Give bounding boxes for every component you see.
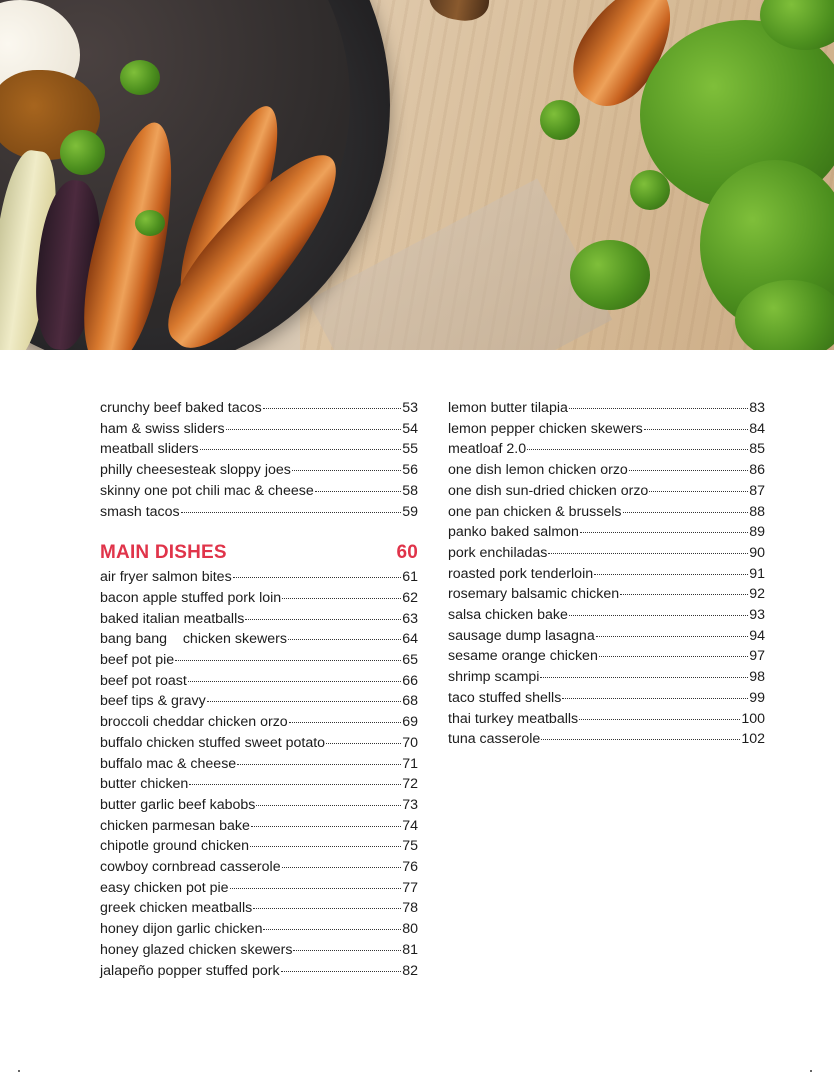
entry-page: 88 [749,503,765,520]
dot-leader [596,636,749,637]
dot-leader [207,701,402,702]
entry-page: 61 [402,569,418,586]
entry-page: 63 [402,610,418,627]
dot-leader [569,408,748,409]
dot-leader [282,598,401,599]
entry-page: 53 [402,400,418,416]
toc-entry[interactable] [100,836,418,857]
entry-title: buffalo mac & cheese [100,755,237,772]
entry-page: 83 [749,400,765,416]
entry-title: beef pot pie [100,652,175,669]
dot-leader [281,971,402,972]
parsley-leaf [60,130,105,175]
entry-page: 54 [402,420,418,437]
entry-page: 65 [402,652,418,669]
entry-page: 97 [749,648,765,665]
entry-title: bacon apple stuffed pork loin [100,589,282,606]
dot-leader [200,449,402,450]
dot-leader [253,908,401,909]
toc-entry[interactable] [448,502,765,523]
parsley-leaf [540,100,580,140]
dot-leader [326,743,401,744]
entry-title: bang bang chicken skewers [100,631,287,648]
dot-leader [189,784,401,785]
toc-entry[interactable] [448,419,765,440]
entry-page: 55 [402,441,418,458]
entry-page: 82 [402,962,418,979]
dot-leader [288,639,401,640]
toc-entry[interactable] [448,605,765,626]
toc-entry[interactable] [448,729,765,750]
entry-title: broccoli cheddar chicken orzo [100,714,288,731]
toc-entry[interactable] [448,439,765,460]
entry-title: one dish lemon chicken orzo [448,462,628,479]
dot-leader [293,950,401,951]
toc-list-top [100,398,418,522]
entry-page: 75 [402,838,418,855]
toc-entry[interactable] [100,816,418,837]
entry-title: crunchy beef baked tacos [100,400,262,416]
entry-title: salsa chicken bake [448,607,568,624]
entry-title: one pan chicken & brussels [448,503,622,520]
dot-leader [245,619,401,620]
hero-food-photo [0,0,834,350]
dot-leader [548,553,748,554]
dot-leader [282,867,402,868]
toc-entry[interactable] [100,961,418,982]
dot-leader [540,677,748,678]
entry-title: thai turkey meatballs [448,710,579,727]
entry-page: 93 [749,607,765,624]
entry-title: meatloaf 2.0 [448,441,527,458]
entry-title: roasted pork tenderloin [448,565,594,582]
entry-title: panko baked salmon [448,524,579,541]
entry-title: beef tips & gravy [100,693,206,710]
dot-leader [237,764,401,765]
entry-title: butter chicken [100,776,189,793]
section-page: 60 [396,542,418,564]
toc-entry[interactable] [448,564,765,585]
dot-leader [599,656,748,657]
entry-page: 99 [749,689,765,706]
crop-mark [810,1070,812,1072]
entry-title: tuna casserole [448,731,541,748]
entry-title: air fryer salmon bites [100,569,232,586]
toc-entry[interactable] [100,712,418,733]
entry-title: cowboy cornbread casserole [100,859,281,876]
entry-page: 94 [749,627,765,644]
entry-page: 80 [402,921,418,938]
entry-page: 98 [749,669,765,686]
dot-leader [263,929,401,930]
toc-entry[interactable] [100,919,418,940]
entry-page: 81 [402,941,418,958]
dot-leader [623,512,749,513]
entry-page: 91 [749,565,765,582]
entry-title: lemon butter tilapia [448,400,568,416]
entry-page: 92 [749,586,765,603]
toc-entry[interactable] [448,626,765,647]
entry-title: sausage dump lasagna [448,627,595,644]
toc-entry[interactable] [100,629,418,650]
entry-page: 69 [402,714,418,731]
dot-leader [629,470,748,471]
entry-page: 86 [749,462,765,479]
dot-leader [250,846,401,847]
entry-title: beef pot roast [100,672,187,689]
section-heading-main-dishes[interactable] [100,542,418,564]
toc-entry[interactable] [100,609,418,630]
dot-leader [256,805,401,806]
toc-entry[interactable] [448,481,765,502]
entry-page: 56 [402,462,418,479]
entry-page: 73 [402,796,418,813]
parsley-leaf [120,60,160,95]
toc-entry[interactable] [448,398,765,419]
toc-entry[interactable] [100,733,418,754]
toc-entry[interactable] [100,691,418,712]
dot-leader [289,722,402,723]
entry-page: 85 [749,441,765,458]
entry-title: smash tacos [100,503,180,520]
entry-page: 76 [402,859,418,876]
toc-list-main [100,567,418,981]
entry-title: greek chicken meatballs [100,900,253,917]
toc-entry[interactable] [448,667,765,688]
entry-title: jalapeño popper stuffed pork [100,962,280,979]
toc-entry[interactable] [448,543,765,564]
entry-title: taco stuffed shells [448,689,562,706]
entry-page: 87 [749,482,765,499]
toc-left-column [100,398,418,981]
entry-title: butter garlic beef kabobs [100,796,256,813]
entry-page: 64 [402,631,418,648]
dot-leader [620,594,748,595]
entry-page: 71 [402,755,418,772]
entry-page: 58 [402,482,418,499]
toc-entry[interactable] [100,795,418,816]
toc-entry[interactable] [448,688,765,709]
toc-entry[interactable] [100,419,418,440]
entry-page: 84 [749,420,765,437]
dot-leader [569,615,748,616]
entry-page: 90 [749,544,765,561]
toc-right-column [448,398,765,750]
entry-title: chicken parmesan bake [100,817,250,834]
dot-leader [230,888,402,889]
toc-entry[interactable] [100,650,418,671]
toc-entry[interactable] [100,567,418,588]
parsley-leaf [135,210,165,236]
toc-entry[interactable] [100,671,418,692]
entry-title: honey glazed chicken skewers [100,941,293,958]
toc-entry[interactable] [100,878,418,899]
entry-title: rosemary balsamic chicken [448,586,620,603]
dot-leader [594,574,748,575]
entry-title: pork enchiladas [448,544,548,561]
entry-page: 70 [402,734,418,751]
entry-title: one dish sun-dried chicken orzo [448,482,649,499]
crop-mark [18,1070,20,1072]
toc-entry[interactable] [448,460,765,481]
toc-entry[interactable] [100,460,418,481]
parsley-leaf [630,170,670,210]
entry-page: 66 [402,672,418,689]
dot-leader [649,491,748,492]
entry-title: chipotle ground chicken [100,838,250,855]
entry-title: ham & swiss sliders [100,420,225,437]
toc-entry[interactable] [448,522,765,543]
toc-entry[interactable] [100,588,418,609]
entry-title: baked italian meatballs [100,610,245,627]
toc-entry[interactable] [100,940,418,961]
entry-title: meatball sliders [100,441,199,458]
dot-leader [233,577,402,578]
toc-entry[interactable] [100,774,418,795]
dot-leader [579,719,740,720]
dot-leader [527,449,748,450]
toc-entry[interactable] [100,481,418,502]
toc-entry[interactable] [100,754,418,775]
dot-leader [226,429,402,430]
toc-entry[interactable] [100,439,418,460]
entry-page: 74 [402,817,418,834]
entry-page: 89 [749,524,765,541]
dot-leader [580,532,748,533]
entry-page: 62 [402,589,418,606]
entry-page: 102 [741,731,765,748]
entry-page: 59 [402,503,418,520]
entry-title: honey dijon garlic chicken [100,921,263,938]
dot-leader [562,698,748,699]
dot-leader [188,681,401,682]
toc-entry[interactable] [448,646,765,667]
toc-entry[interactable] [448,709,765,730]
dot-leader [541,739,740,740]
parsley-sprig [570,240,650,310]
entry-page: 72 [402,776,418,793]
entry-title: shrimp scampi [448,669,540,686]
dot-leader [263,408,402,409]
entry-page: 68 [402,693,418,710]
dot-leader [181,512,402,513]
entry-title: buffalo chicken stuffed sweet potato [100,734,326,751]
toc-entry[interactable] [100,398,418,419]
dot-leader [251,826,401,827]
entry-title: lemon pepper chicken skewers [448,420,643,437]
entry-title: philly cheesesteak sloppy joes [100,462,291,479]
toc-entry[interactable] [100,502,418,523]
toc-entry[interactable] [448,584,765,605]
entry-title: skinny one pot chili mac & cheese [100,482,314,499]
dot-leader [644,429,748,430]
dot-leader [175,660,401,661]
section-title: MAIN DISHES [100,542,227,564]
entry-page: 78 [402,900,418,917]
toc-entry[interactable] [100,898,418,919]
dot-leader [292,470,401,471]
entry-page: 77 [402,879,418,896]
entry-title: easy chicken pot pie [100,879,229,896]
entry-page: 100 [741,710,765,727]
dot-leader [315,491,402,492]
entry-title: sesame orange chicken [448,648,598,665]
toc-entry[interactable] [100,857,418,878]
